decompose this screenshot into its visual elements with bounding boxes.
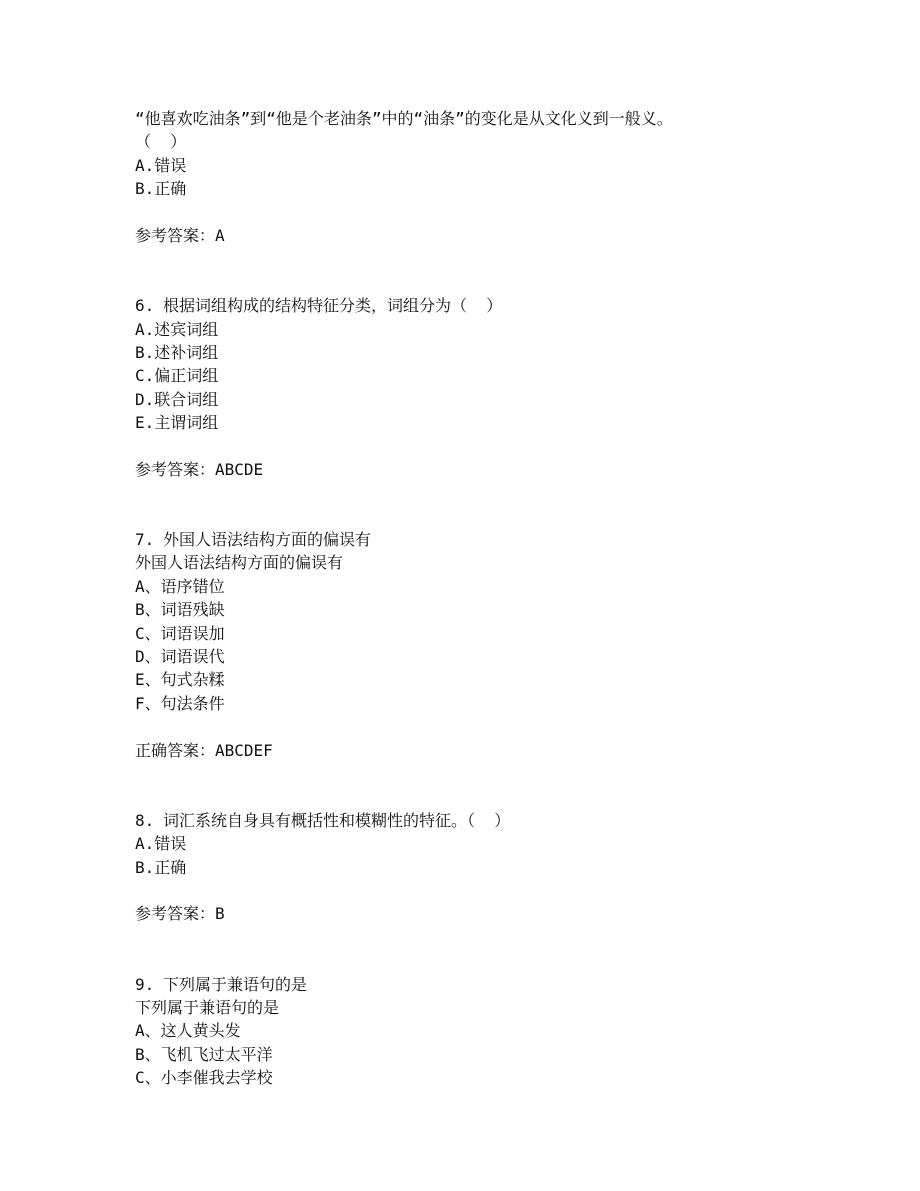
question-number: 8.	[135, 810, 155, 830]
question-stem-text: 词汇系统自身具有概括性和模糊性的特征。（ ）	[163, 810, 511, 830]
question-stem-text: 外国人语法结构方面的偏误有	[163, 530, 372, 550]
answer-line	[135, 739, 855, 762]
question-stem-line: “他喜欢吃油条”到“他是个老油条”中的“油条”的变化是从文化义到一般义。	[135, 109, 673, 128]
question-sub-stem: 下列属于兼语句的是	[135, 997, 280, 1017]
answer-label: 参考答案：	[135, 225, 216, 245]
option-b: B、词语残缺	[135, 600, 225, 620]
question-number: 7.	[135, 530, 155, 550]
answer-value: ABCDE	[215, 459, 264, 479]
document-page	[135, 107, 855, 1090]
question-stem	[135, 809, 855, 832]
option-d: D、词语误代	[135, 647, 225, 667]
question-gap	[135, 762, 855, 809]
option-a: A、这人黄头发	[135, 1021, 241, 1041]
option-a: A.述宾词组	[135, 319, 219, 339]
question-stem	[135, 294, 855, 317]
question-gap	[135, 481, 855, 528]
answer-label: 参考答案：	[135, 904, 216, 924]
question-sub-stem: 外国人语法结构方面的偏误有	[135, 553, 344, 573]
option-c: C、词语误加	[135, 623, 225, 643]
question-gap	[135, 247, 855, 294]
question-gap	[135, 926, 855, 973]
option-b: B.正确	[135, 179, 187, 199]
option-c: C.偏正词组	[135, 366, 219, 386]
answer-label: 正确答案：	[135, 740, 216, 760]
question-9	[135, 973, 855, 1090]
option-a: A.错误	[135, 834, 187, 854]
option-f: F、句法条件	[135, 693, 225, 713]
option-b: B.述补词组	[135, 342, 219, 362]
answer-line	[135, 224, 855, 247]
question-7	[135, 528, 855, 762]
answer-label: 参考答案：	[135, 459, 216, 479]
option-a: A.错误	[135, 155, 187, 175]
question-8	[135, 809, 855, 926]
question-stem-text: 根据词组构成的结构特征分类，词组分为（ ）	[163, 296, 503, 316]
question-stem	[135, 528, 855, 551]
answer-line	[135, 902, 855, 925]
answer-value: ABCDEF	[215, 740, 273, 760]
question-6	[135, 294, 855, 481]
answer-line	[135, 458, 855, 481]
option-e: E、句式杂糅	[135, 670, 225, 690]
question-stem-text: 下列属于兼语句的是	[163, 974, 308, 994]
question-number: 6.	[135, 296, 155, 316]
option-c: C、小李催我去学校	[135, 1068, 273, 1088]
question-number: 9.	[135, 974, 155, 994]
option-d: D.联合词组	[135, 389, 219, 409]
question-5	[135, 107, 855, 247]
answer-value: B	[215, 904, 225, 924]
question-stem	[135, 973, 855, 996]
answer-value: A	[215, 225, 225, 245]
question-stem-line: （ ）	[135, 132, 187, 152]
option-b: B、飞机飞过太平洋	[135, 1044, 273, 1064]
option-e: E.主谓词组	[135, 413, 219, 433]
option-a: A、语序错位	[135, 576, 225, 596]
option-b: B.正确	[135, 857, 187, 877]
